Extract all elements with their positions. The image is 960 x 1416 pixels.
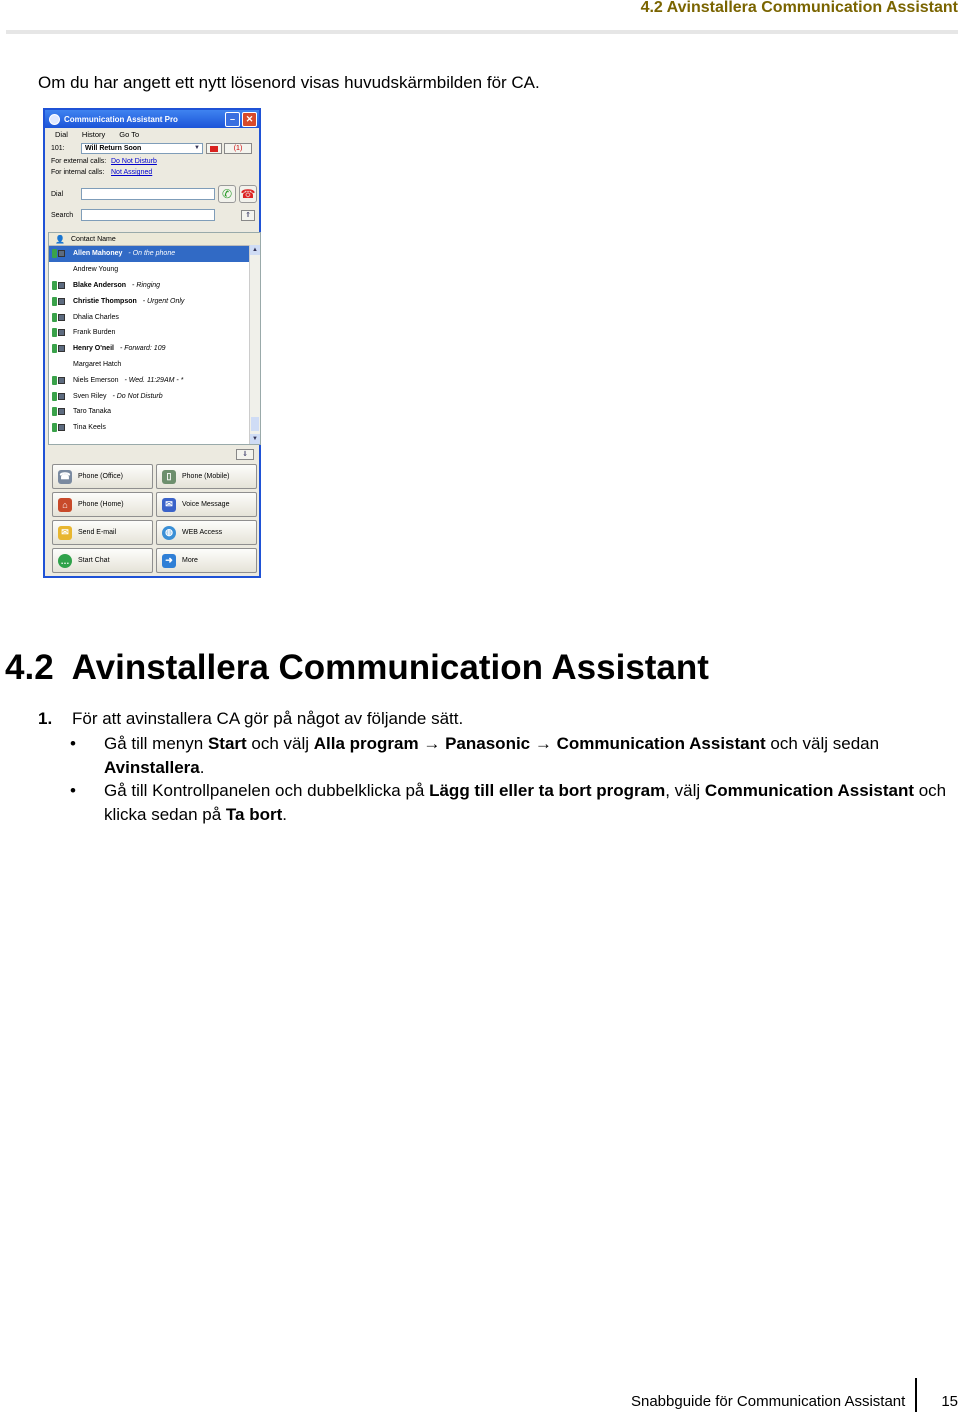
minimize-button[interactable]: – — [225, 112, 240, 127]
phone-status-icon — [49, 249, 71, 258]
contact-row[interactable]: Niels Emerson - Wed. 11:29AM - * — [49, 372, 260, 388]
contact-scrollbar[interactable] — [249, 245, 260, 444]
phone-status-icon — [49, 376, 71, 385]
send-email-button[interactable]: ✉ Send E-mail — [52, 520, 153, 545]
footer-separator — [915, 1378, 917, 1412]
arrow-icon: → — [534, 734, 552, 753]
contact-row[interactable]: Margaret Hatch — [73, 360, 122, 368]
dial-row — [45, 183, 259, 205]
contact-row[interactable]: Frank Burden — [49, 325, 260, 341]
hangup-button[interactable] — [239, 185, 257, 203]
web-access-button[interactable]: ◍ WEB Access — [156, 520, 257, 545]
phone-status-icon — [49, 423, 71, 432]
dial-input[interactable] — [81, 188, 215, 200]
external-dnd-link[interactable]: Do Not Disturb — [111, 158, 157, 165]
search-toggle-button[interactable]: ⇑ — [241, 210, 255, 221]
menu-dial[interactable]: Dial — [55, 129, 68, 139]
callback-count: (1) — [233, 144, 243, 152]
menu-goto[interactable]: Go To — [119, 129, 140, 139]
app-logo-icon — [49, 114, 60, 125]
intro-text: Om du har angett ett nytt lösenord visas huvudskärmbilden för CA. — [38, 73, 540, 92]
home-icon: ⌂ — [58, 498, 72, 512]
close-button[interactable]: ✕ — [242, 112, 257, 127]
window-title: Communication Assistant Pro — [64, 114, 178, 124]
contact-row[interactable]: Blake Anderson - Ringing — [49, 278, 260, 294]
collapse-actions-button[interactable]: ⇓ — [236, 449, 254, 460]
globe-icon: ◍ — [162, 526, 176, 540]
start-chat-button[interactable]: … Start Chat — [52, 548, 153, 573]
phone-home-button[interactable]: ⌂ Phone (Home) — [52, 492, 153, 517]
person-icon: 👤 — [55, 234, 65, 244]
bullet-dot: • — [70, 781, 76, 800]
bullet-start-menu — [70, 732, 960, 779]
contact-list-header — [49, 233, 260, 246]
phone-status-icon — [49, 281, 71, 290]
bullet-control-panel — [70, 779, 960, 826]
bullet-text: Gå till menyn Start och välj Alla program → Panasonic → Communication Assistant och välj sedan Avinstallera. — [104, 734, 880, 777]
phone-status-icon — [49, 328, 71, 337]
step-1 — [38, 709, 463, 729]
office-phone-icon: ☎ — [58, 470, 72, 484]
contact-list — [48, 232, 261, 445]
chat-icon: … — [58, 554, 72, 568]
contact-row[interactable]: Tina Keels — [49, 420, 260, 436]
internal-dnd-row — [45, 167, 259, 178]
action-buttons — [52, 464, 257, 573]
header-rule — [6, 30, 958, 34]
contact-row[interactable]: Allen Mahoney - On the phone — [49, 246, 260, 262]
contact-row[interactable]: Dhalia Charles — [49, 309, 260, 325]
phone-status-icon — [49, 297, 71, 306]
internal-dnd-link[interactable]: Not Assigned — [111, 169, 153, 176]
page-number: 15 — [941, 1392, 958, 1410]
arrow-icon: → — [423, 734, 441, 753]
contact-row[interactable]: Andrew Young — [73, 266, 119, 274]
call-button[interactable] — [218, 185, 236, 203]
section-title: Avinstallera Communication Assistant — [71, 648, 709, 687]
step-number: 1. — [38, 709, 53, 728]
scroll-down-icon[interactable]: ▼ — [250, 434, 260, 444]
contact-row[interactable]: Sven Riley - Do Not Disturb — [49, 388, 260, 404]
bullet-text: Gå till Kontrollpanelen och dubbelklicka på Lägg till eller ta bort program, välj Communication Assistant och klicka sedan på Ta bort. — [104, 781, 947, 824]
column-contact-name[interactable]: Contact Name — [71, 235, 116, 243]
step-text: För att avinstallera CA gör på något av följande sätt. — [72, 709, 464, 728]
footer-guide-title: Snabbguide för Communication Assistant — [630, 1392, 906, 1410]
internal-label: For internal calls: — [51, 169, 105, 176]
phone-icon: ✆ — [221, 187, 233, 201]
absent-message-button[interactable] — [206, 143, 222, 154]
presence-row — [45, 140, 259, 156]
extension-label: 101: — [51, 144, 65, 152]
mobile-phone-icon: ▯ — [162, 470, 176, 484]
more-button[interactable]: ➜ More — [156, 548, 257, 573]
email-icon: ✉ — [58, 526, 72, 540]
envelope-icon — [210, 146, 218, 152]
presence-select[interactable] — [81, 143, 203, 154]
window-titlebar — [45, 110, 259, 128]
bullet-dot: • — [70, 734, 76, 753]
ca-window — [43, 108, 261, 578]
phone-office-button[interactable]: ☎ Phone (Office) — [52, 464, 153, 489]
phone-status-icon — [49, 407, 71, 416]
phone-status-icon — [49, 344, 71, 353]
phone-mobile-button[interactable]: ▯ Phone (Mobile) — [156, 464, 257, 489]
section-number: 4.2 — [5, 648, 54, 687]
menu-history[interactable]: History — [81, 129, 106, 139]
contact-row[interactable]: Taro Tanaka — [49, 404, 260, 420]
search-input[interactable] — [81, 209, 215, 221]
hangup-icon: ☎ — [240, 187, 256, 201]
search-label: Search — [51, 211, 74, 219]
presence-value: Will Return Soon — [85, 144, 142, 152]
page-footer — [631, 1390, 960, 1412]
arrow-more-icon: ➜ — [162, 554, 176, 568]
phone-status-icon — [49, 392, 71, 401]
chevron-down-icon: ▼ — [194, 145, 200, 151]
scroll-thumb[interactable] — [251, 417, 259, 431]
callback-button[interactable] — [224, 143, 252, 154]
contact-row[interactable]: Christie Thompson - Urgent Only — [49, 293, 260, 309]
external-label: For external calls: — [51, 158, 107, 165]
section-heading — [5, 648, 709, 688]
running-header: 4.2 Avinstallera Communication Assistant — [640, 0, 958, 16]
phone-status-icon — [49, 313, 71, 322]
scroll-up-icon[interactable]: ▲ — [250, 245, 260, 255]
contact-row[interactable]: Henry O'neil - Forward: 109 — [49, 341, 260, 357]
external-dnd-row — [45, 156, 259, 167]
voice-message-button[interactable]: ✉ Voice Message — [156, 492, 257, 517]
menubar — [45, 128, 259, 140]
voice-message-icon: ✉ — [162, 498, 176, 512]
search-row — [45, 207, 259, 223]
dial-label: Dial — [51, 190, 64, 198]
